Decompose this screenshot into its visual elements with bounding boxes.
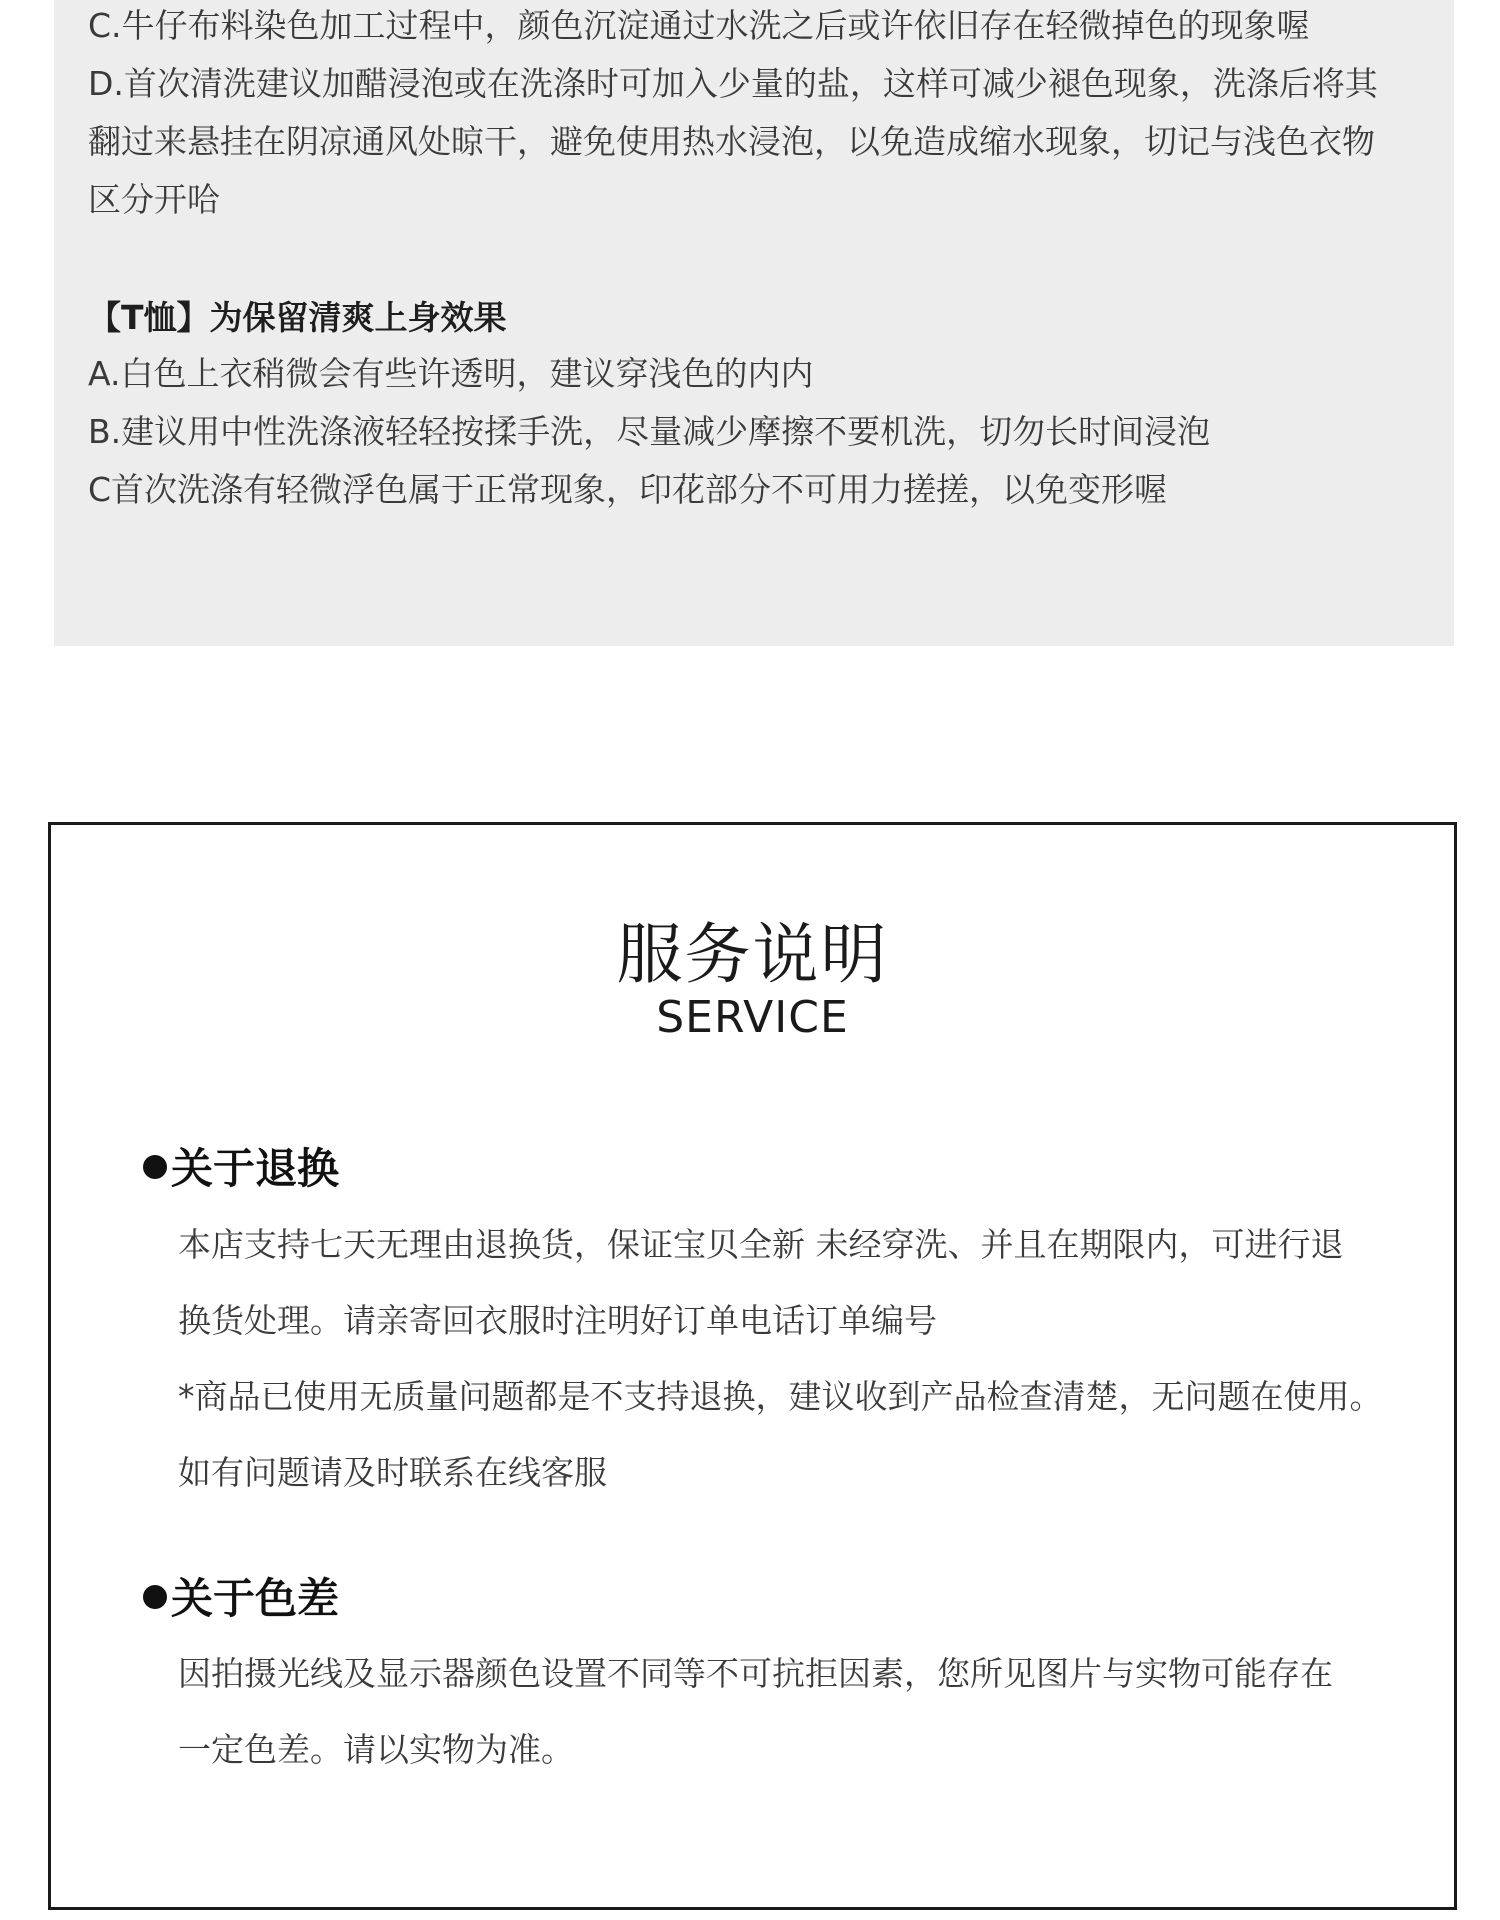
service-info-box — [48, 822, 1457, 1910]
returns-line-1: 本店支持七天无理由退换货，保证宝贝全新 未经穿洗、并且在期限内，可进行退 — [178, 1225, 1344, 1264]
care-line-d: D.首次清洗建议加醋浸泡或在洗涤时可加入少量的盐，这样可减少褪色现象，洗涤后将其 — [88, 64, 1378, 103]
tshirt-care-line-a: A.白色上衣稍微会有些许透明，建议穿浅色的内内 — [88, 354, 814, 393]
returns-heading — [143, 1144, 339, 1194]
service-subtitle: SERVICE — [656, 992, 849, 1043]
tshirt-care-line-c: C首次洗涤有轻微浮色属于正常现象，印花部分不可用力搓搓，以免变形喔 — [88, 470, 1168, 509]
care-instructions-panel — [54, 0, 1454, 646]
returns-line-2: 换货处理。请亲寄回衣服时注明好订单电话订单编号 — [178, 1301, 937, 1340]
color-diff-line-2: 一定色差。请以实物为准。 — [178, 1730, 574, 1769]
color-diff-heading — [143, 1574, 339, 1624]
service-title: 服务说明 — [616, 916, 889, 993]
bullet-icon — [143, 1155, 167, 1179]
care-line-d-end: 区分开哈 — [88, 180, 220, 219]
care-line-c: C.牛仔布料染色加工过程中，颜色沉淀通过水洗之后或许依旧存在轻微掉色的现象喔 — [88, 6, 1310, 45]
tshirt-care-line-b: B.建议用中性洗涤液轻轻按揉手洗，尽量减少摩擦不要机洗，切勿长时间浸泡 — [88, 412, 1211, 451]
returns-heading-text: 关于退换 — [171, 1144, 340, 1193]
bullet-icon — [143, 1585, 167, 1609]
color-diff-line-1: 因拍摄光线及显示器颜色设置不同等不可抗拒因素，您所见图片与实物可能存在 — [178, 1654, 1333, 1693]
returns-line-3: *商品已使用无质量问题都是不支持退换，建议收到产品检查清楚，无问题在使用。 — [178, 1377, 1383, 1416]
color-diff-heading-text: 关于色差 — [171, 1574, 340, 1623]
care-line-d-cont: 翻过来悬挂在阴凉通风处晾干，避免使用热水浸泡，以免造成缩水现象，切记与浅色衣物 — [88, 122, 1375, 161]
returns-line-4: 如有问题请及时联系在线客服 — [178, 1453, 607, 1492]
tshirt-care-heading: 【T恤】为保留清爽上身效果 — [88, 298, 507, 337]
